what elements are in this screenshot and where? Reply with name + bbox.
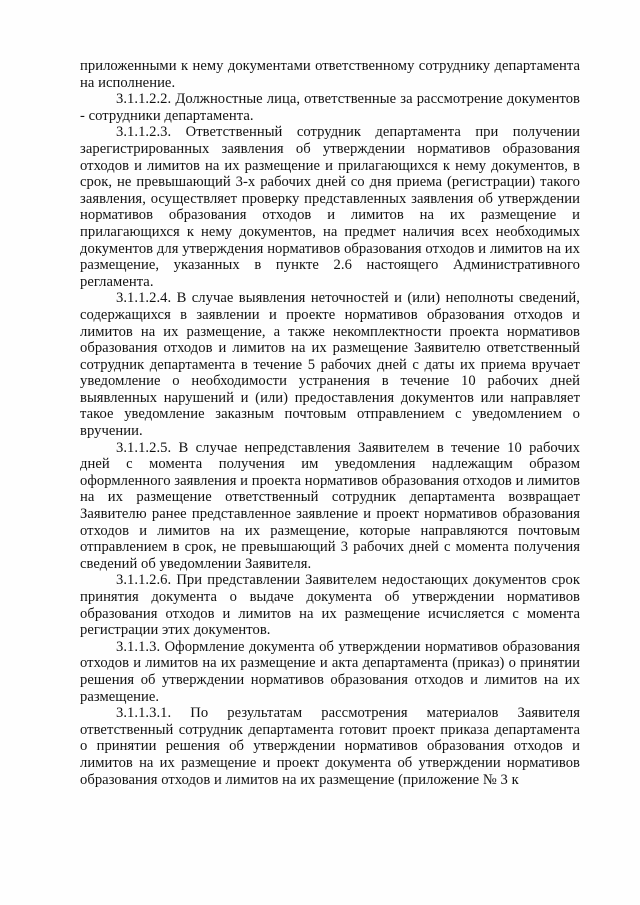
paragraph-3-1-1-3-1: 3.1.1.3.1. По результатам рассмотрения материалов Заявителя ответственный сотрудник департамента готовит проект приказа департамента о принятии решения об утверждении нормативов образования отходов и лимитов на их размещение и проект документа об утверждении нормативов образования отходов и лимитов на их размещение (приложение № 3 к bbox=[80, 705, 580, 788]
paragraph-3-1-1-2-5: 3.1.1.2.5. В случае непредставления Заявителем в течение 10 рабочих дней с момента получения им уведомления надлежащим образом оформленного заявления и проекта нормативов образования отходов и лимитов на их размещение ответственный сотрудник департамента возвращает Заявителю ранее представленное заявление и проект нормативов образования отходов и лимитов на их размещение, которые направляются почтовым отправлением в срок, не превышающий 3 рабочих дней с момента получения сведений об уведомлении Заявителя. bbox=[80, 439, 580, 572]
paragraph-3-1-1-2-2: 3.1.1.2.2. Должностные лица, ответственные за рассмотрение документов - сотрудники департамента. bbox=[80, 91, 580, 124]
paragraph-3-1-1-3: 3.1.1.3. Оформление документа об утверждении нормативов образования отходов и лимитов на их размещение и акта департамента (приказ) о принятии решения об утверждении нормативов образования отходов и лимитов на их размещение. bbox=[80, 638, 580, 705]
paragraph-3-1-1-2-6: 3.1.1.2.6. При представлении Заявителем недостающих документов срок принятия документа о выдаче документа об утверждении нормативов образования отходов и лимитов на их размещение исчисляется с момента регистрации этих документов. bbox=[80, 572, 580, 639]
paragraph-continuation: приложенными к нему документами ответственному сотруднику департамента на исполнение. bbox=[80, 58, 580, 91]
paragraph-3-1-1-2-3: 3.1.1.2.3. Ответственный сотрудник департамента при получении зарегистрированных заявления об утверждении нормативов образования отходов и лимитов на их размещение и прилагающихся к нему документов, в срок, не превышающий 3-х рабочих дней со дня приема (регистрации) такого заявления, осуществляет проверку представленных заявления об утверждении нормативов образования отходов и лимитов на их размещение и прилагающихся к нему документов, на предмет наличия всех необходимых документов для утверждения нормативов образования отходов и лимитов на их размещение, указанных в пункте 2.6 настоящего Административного регламента. bbox=[80, 124, 580, 290]
document-body bbox=[80, 58, 580, 788]
paragraph-3-1-1-2-4: 3.1.1.2.4. В случае выявления неточностей и (или) неполноты сведений, содержащихся в заявлении и проекте нормативов образования отходов и лимитов на их размещение, а также некомплектности проекта нормативов образования отходов и лимитов на их размещение Заявителю ответственный сотрудник департамента в течение 5 рабочих дней с даты их приема вручает уведомление о необходимости устранения в течение 10 рабочих дней выявленных нарушений и (или) предоставления документов или направляет такое уведомление заказным почтовым отправлением с уведомлением о вручении. bbox=[80, 290, 580, 440]
